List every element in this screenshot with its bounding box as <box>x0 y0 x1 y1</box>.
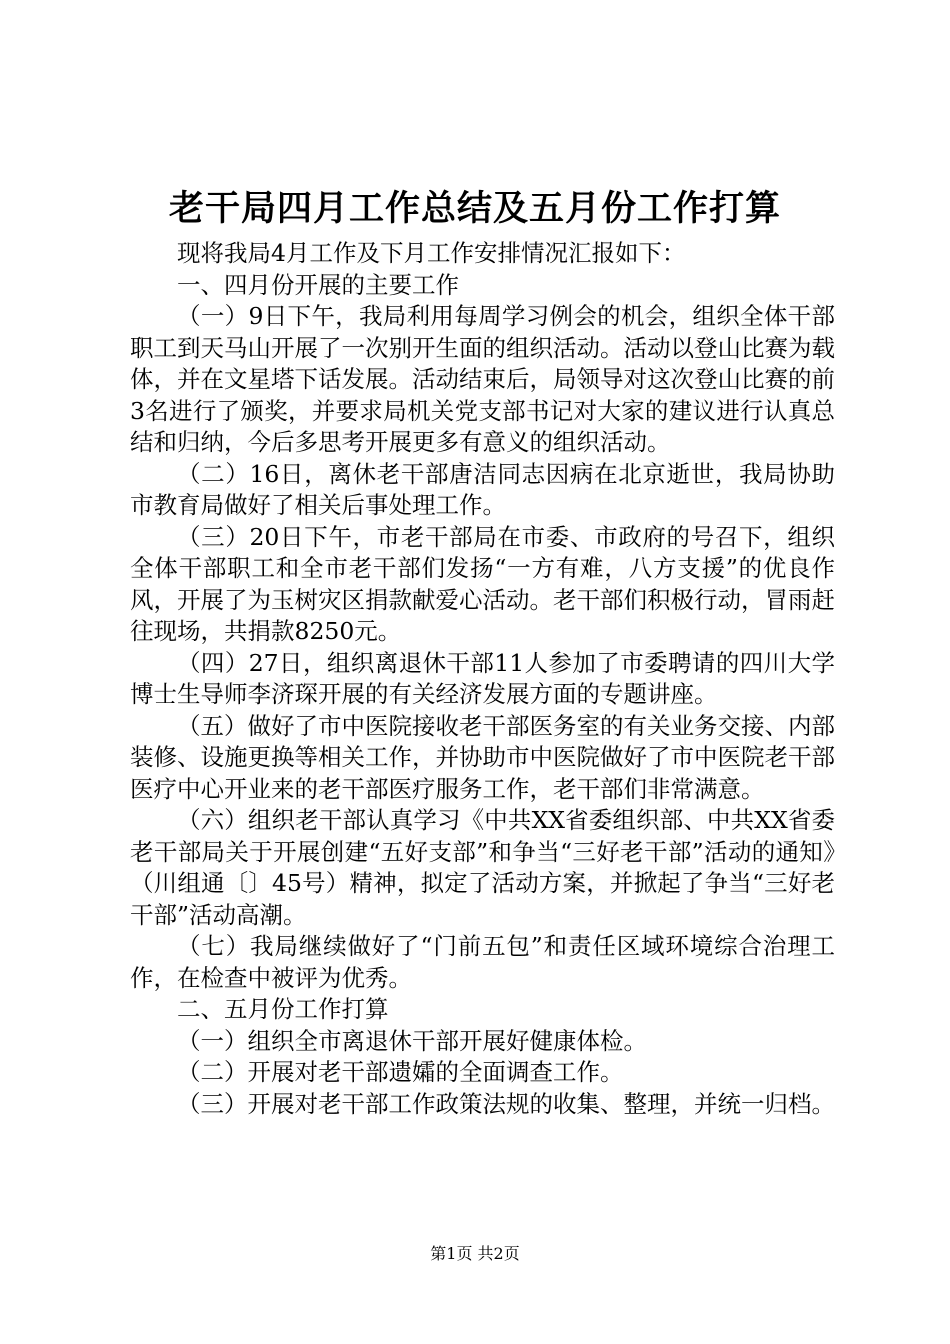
may-item-3: （三）开展对老干部工作政策法规的收集、整理，并统一归档。 <box>177 1089 835 1118</box>
april-item-2: （二）16日，离休老干部唐洁同志因病在北京逝世，我局协助市教育局做好了相关后事处理工作。 <box>130 459 835 519</box>
april-item-5: （五）做好了市中医院接收老干部医务室的有关业务交接、内部装修、设施更换等相关工作，并协助市中医院做好了市中医院老干部医疗中心开业来的老干部医疗服务工作，老干部们非常满意。 <box>130 711 835 803</box>
section-heading-may: 二、五月份工作打算 <box>177 995 389 1023</box>
may-item-1: （一）组织全市离退休干部开展好健康体检。 <box>177 1026 647 1055</box>
section-heading-april: 一、四月份开展的主要工作 <box>177 270 459 299</box>
intro-paragraph: 现将我局4月工作及下月工作安排情况汇报如下： <box>177 239 686 267</box>
april-item-7: （七）我局继续做好了“门前五包”和责任区域环境综合治理工作，在检查中被评为优秀。 <box>130 932 835 992</box>
april-item-6: （六）组织老干部认真学习《中共XX省委组织部、中共XX省委老干部局关于开展创建“五好支部”和争当“三好老干部”活动的通知》（川组通〔〕45号）精神，拟定了活动方案，并掀起了争当“三好老干部”活动高潮。 <box>130 806 835 929</box>
april-item-3: （三）20日下午，市老干部局在市委、市政府的号召下，组织全体干部职工和全市老干部们发扬“一方有难，八方支援”的优良作风，开展了为玉树灾区捐款献爱心活动。老干部们积极行动，冒雨赶往现场，共捐款8250元。 <box>130 522 835 645</box>
april-item-1: （一）9日下午，我局利用每周学习例会的机会，组织全体干部职工到天马山开展了一次别开生面的组织活动。活动以登山比赛为载体，并在文星塔下话发展。活动结束后，局领导对这次登山比赛的前3名进行了颁奖，并要求局机关党支部书记对大家的建议进行认真总结和归纳，今后多思考开展更多有意义的组织活动。 <box>130 302 835 456</box>
document-body <box>130 238 835 1120</box>
april-item-4: （四）27日，组织离退休干部11人参加了市委聘请的四川大学博士生导师李济琛开展的有关经济发展方面的专题讲座。 <box>130 648 835 708</box>
document-title: 老干局四月工作总结及五月份工作打算 <box>168 188 781 229</box>
page-number: 第1页 <box>430 1244 473 1263</box>
may-item-2: （二）开展对老干部遗孀的全面调查工作。 <box>177 1058 624 1086</box>
page-footer <box>0 1244 950 1264</box>
page-total: 共2页 <box>477 1244 520 1263</box>
